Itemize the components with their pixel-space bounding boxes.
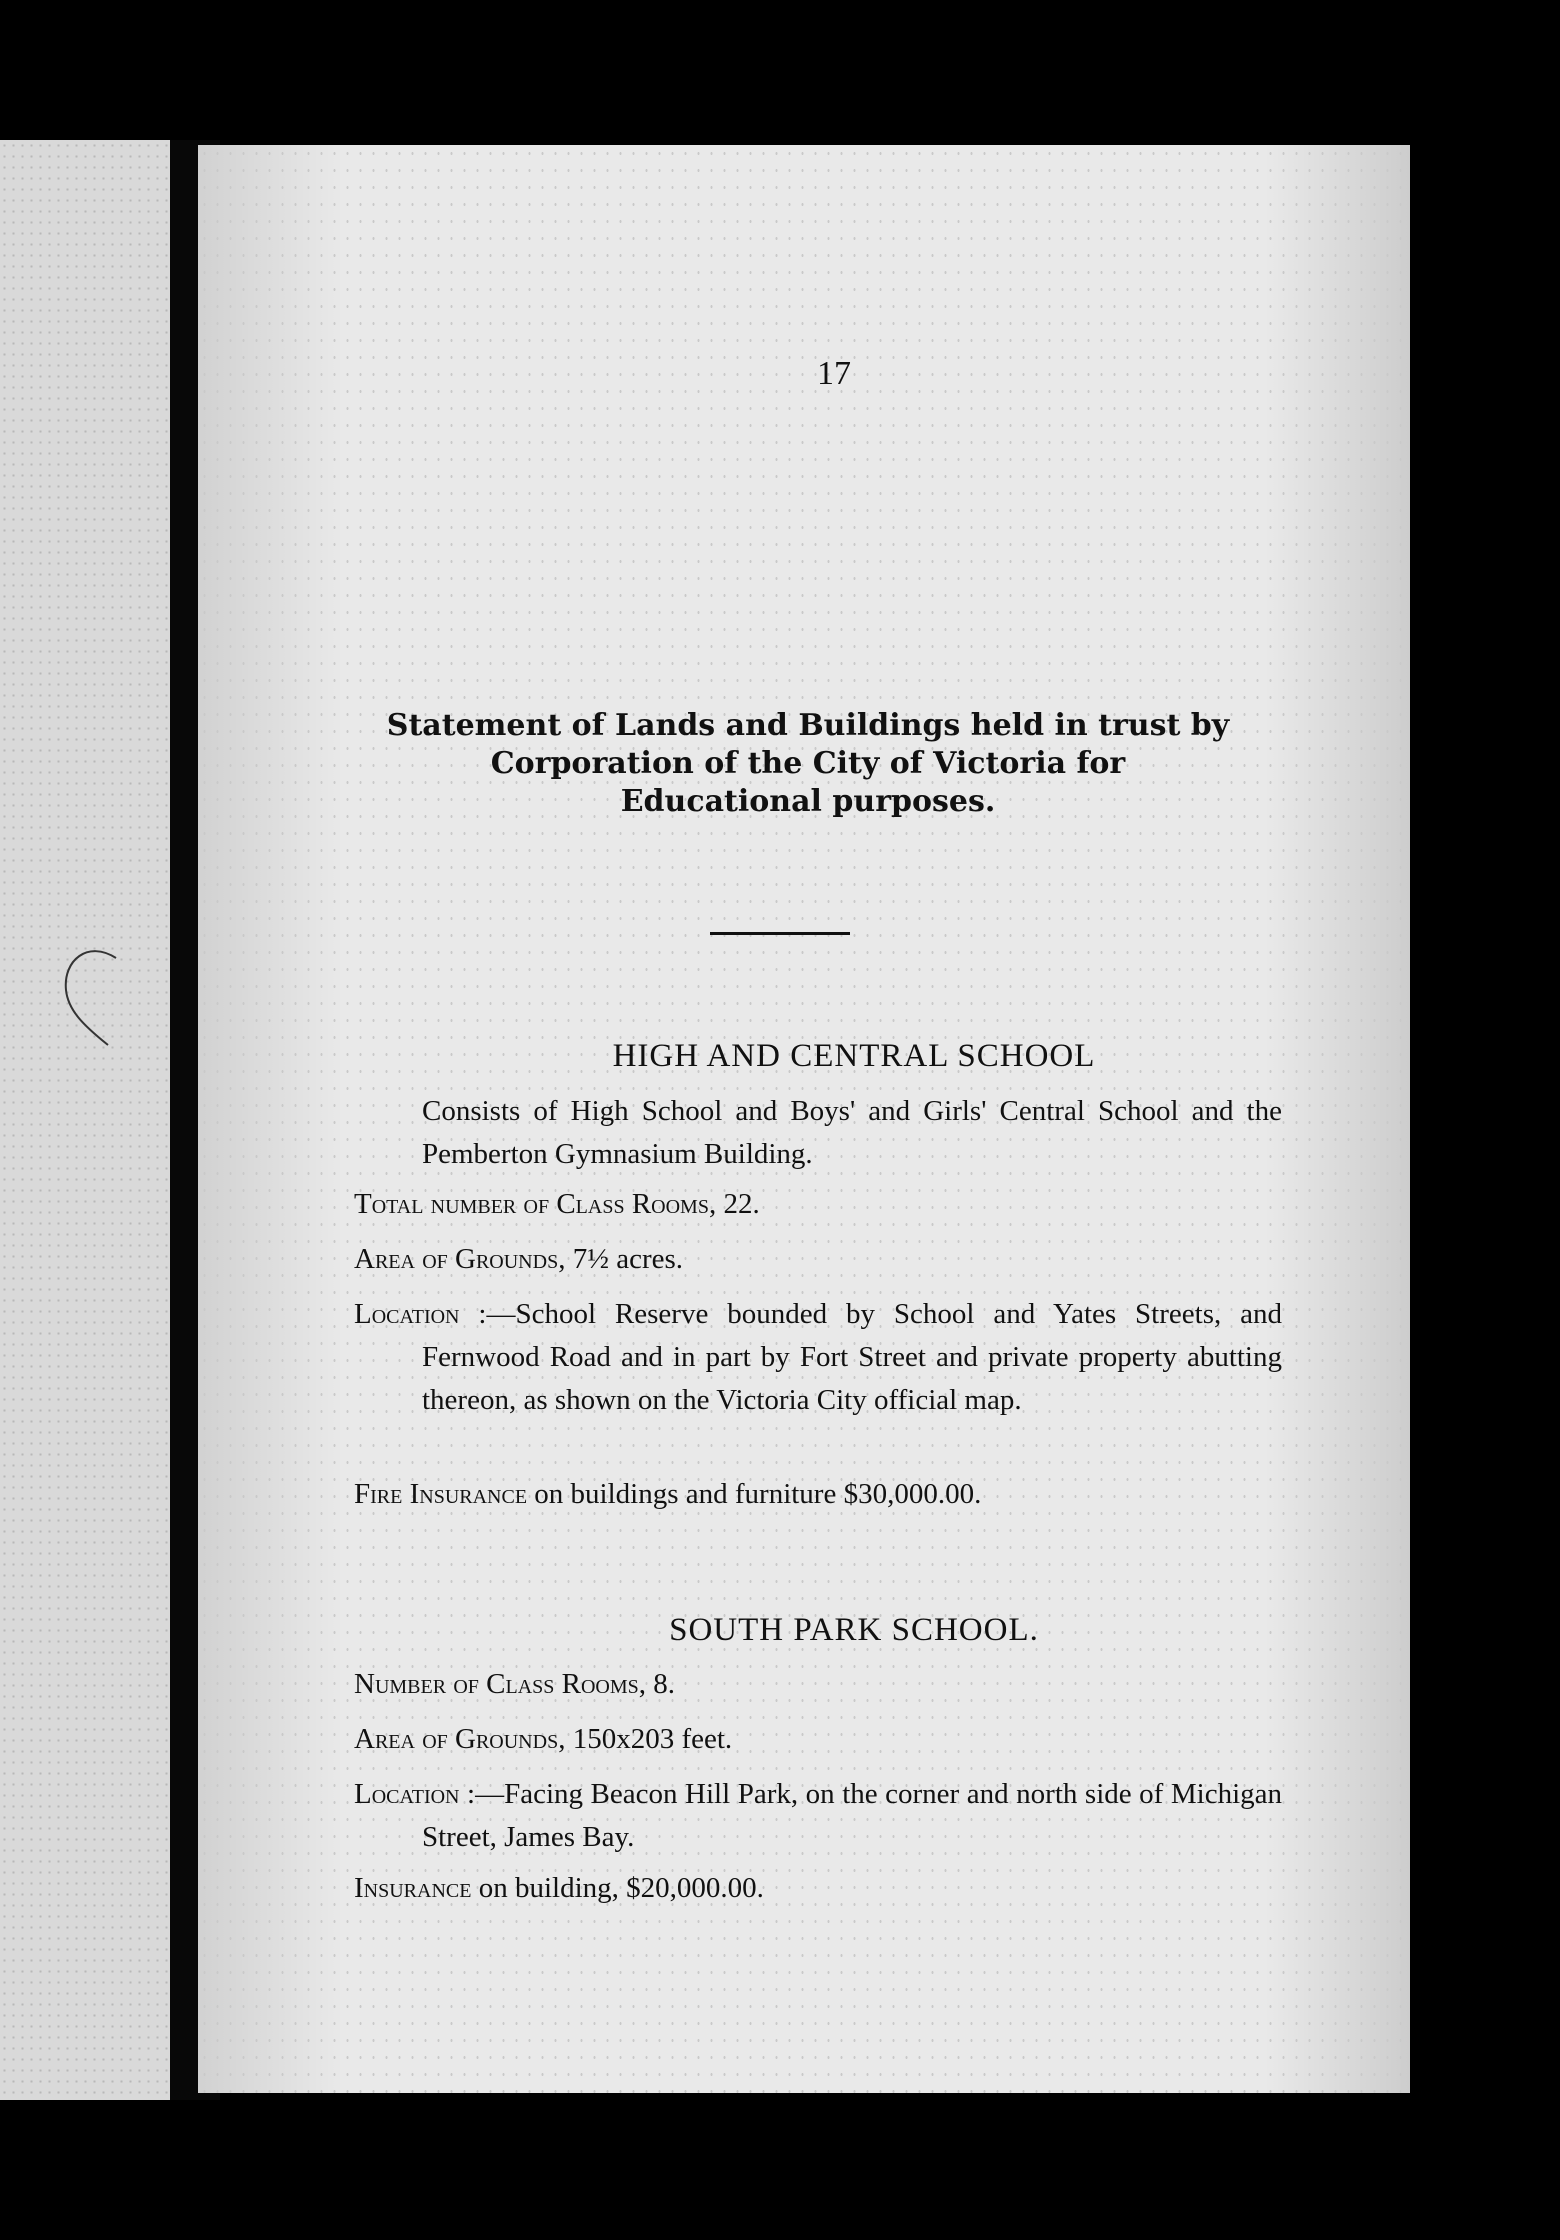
insurance-text: on buildings and furniture $30,000.00. xyxy=(527,1478,982,1510)
high-central-rooms xyxy=(354,1183,1214,1226)
south-park-rooms xyxy=(354,1663,1214,1706)
area-label: Area of Grounds, xyxy=(354,1243,566,1275)
rooms-label: Number of Class Rooms, xyxy=(354,1668,647,1700)
location-label: Location : xyxy=(354,1778,476,1810)
location-text: —Facing Beacon Hill Park, on the corner and north side of Michigan Street, James Bay. xyxy=(422,1778,1283,1853)
insurance-text: on building, $20,000.00. xyxy=(471,1872,764,1904)
statement-line-1: Statement of Lands and Buildings held in trust by xyxy=(386,708,1230,743)
high-central-insurance xyxy=(354,1473,1214,1516)
pencil-mark xyxy=(58,940,118,1050)
section-divider xyxy=(710,932,850,935)
high-central-consists: Consists of High School and Boys' and Girls' Central School and the Pemberton Gymnasium Building. xyxy=(422,1095,1282,1170)
facing-page xyxy=(0,140,170,2100)
location-label: Location : xyxy=(354,1298,487,1330)
statement-line-3: Educational purposes. xyxy=(620,784,996,819)
rooms-label: Total number of Class Rooms, xyxy=(354,1188,717,1220)
statement-line-2: Corporation of the City of Victoria for xyxy=(490,746,1126,781)
area-label: Area of Grounds, xyxy=(354,1723,566,1755)
south-park-area xyxy=(354,1718,1214,1761)
south-park-insurance xyxy=(354,1867,1214,1910)
insurance-label: Insurance xyxy=(354,1872,472,1904)
book-page xyxy=(198,145,1410,2093)
area-value: 150x203 feet. xyxy=(572,1723,733,1755)
south-park-location xyxy=(354,1773,1282,1859)
rooms-value: 22. xyxy=(723,1188,760,1220)
location-text: —School Reserve bounded by School and Yates Streets, and Fernwood Road and in part by Fort Street and private property abutting thereon, as shown on the Victoria City official map. xyxy=(422,1298,1283,1416)
rooms-value: 8. xyxy=(653,1668,676,1700)
statement-heading xyxy=(348,707,1268,821)
section-title-high-central: HIGH AND CENTRAL SCHOOL xyxy=(612,1038,1096,1074)
high-central-location xyxy=(354,1293,1282,1422)
section-title-south-park: SOUTH PARK SCHOOL. xyxy=(669,1612,1039,1648)
area-value: 7½ acres. xyxy=(572,1243,684,1275)
insurance-label: Fire Insurance xyxy=(354,1478,528,1510)
page-number: 17 xyxy=(817,355,851,392)
high-central-area xyxy=(354,1238,1214,1281)
